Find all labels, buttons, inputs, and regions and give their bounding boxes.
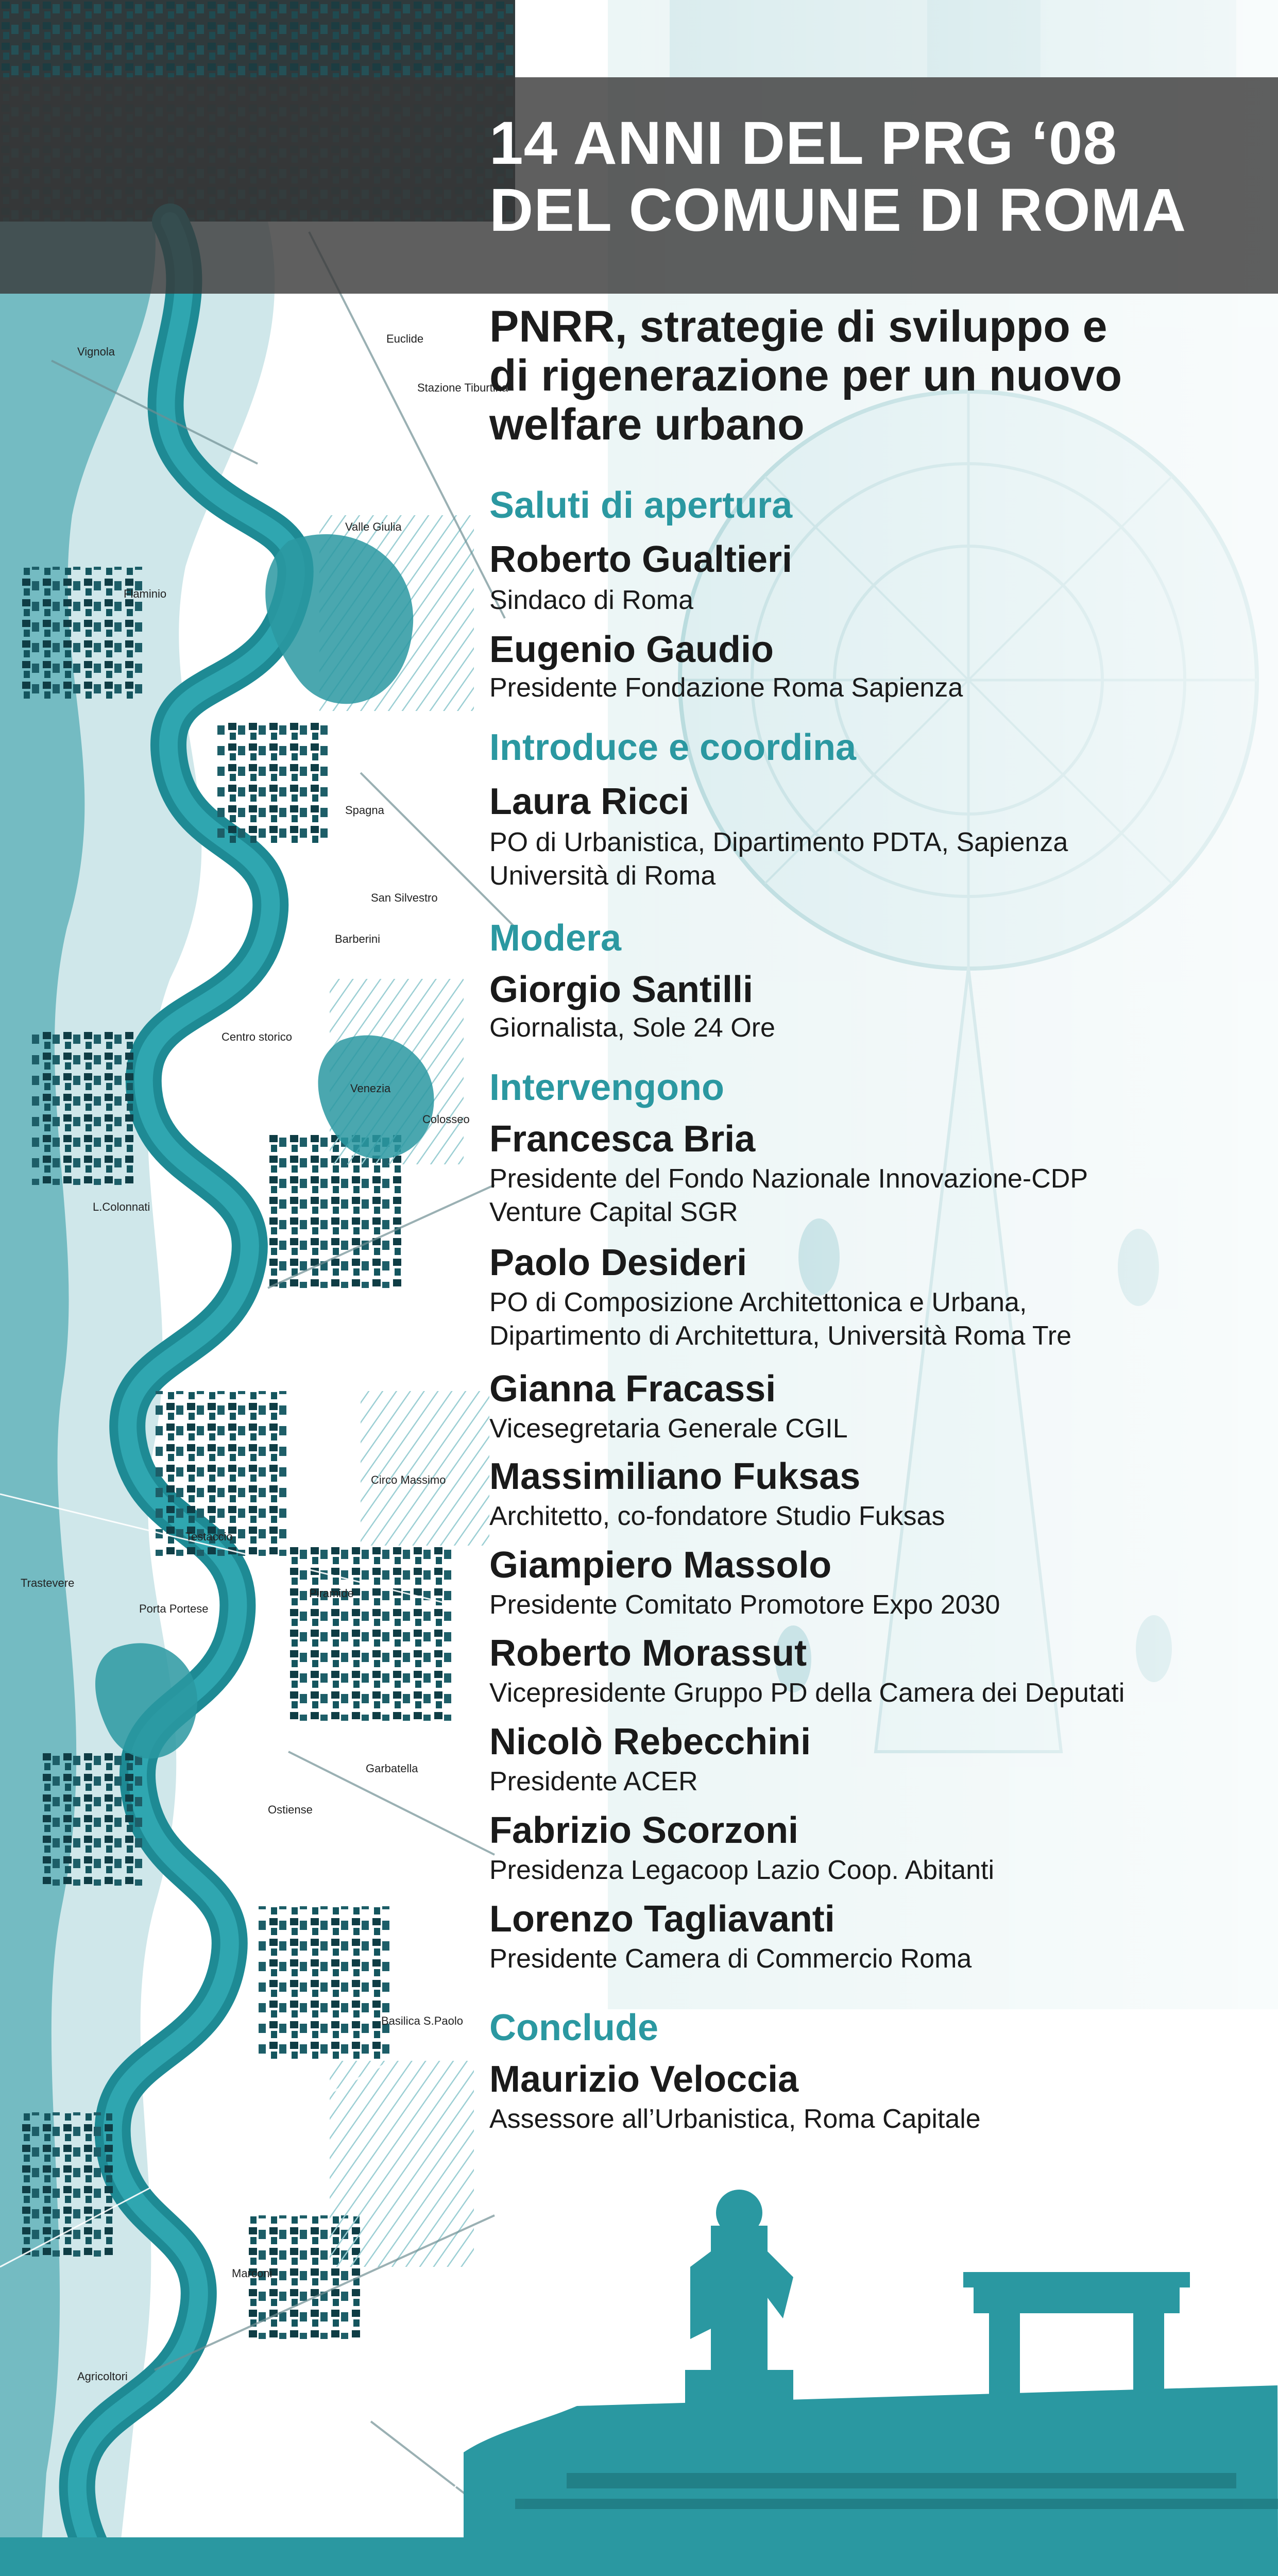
speaker-role: Presidenza Legacoop Lazio Coop. Abitanti xyxy=(489,1855,995,1885)
section-heading-intervengono: Intervengono xyxy=(489,1067,725,1108)
speaker-name: Massimiliano Fuksas xyxy=(489,1456,861,1497)
map-label: San Silvestro xyxy=(371,891,438,904)
speaker-name: Roberto Morassut xyxy=(489,1633,807,1674)
speaker-role: Presidente ACER xyxy=(489,1767,698,1797)
section-heading-saluti: Saluti di apertura xyxy=(489,485,793,526)
speaker-name: Laura Ricci xyxy=(489,781,690,822)
map-label: Vignola xyxy=(77,345,115,358)
speaker-name: Nicolò Rebecchini xyxy=(489,1721,811,1762)
speaker-role: Presidente Fondazione Roma Sapienza xyxy=(489,673,963,703)
map-label: Ostiense xyxy=(268,1803,313,1816)
map-label: Agricoltori xyxy=(77,2370,128,2383)
map-label: Euclide xyxy=(386,332,424,345)
subtitle-line-2: di rigenerazione per un nuovo xyxy=(489,351,1122,400)
speaker-name: Francesca Bria xyxy=(489,1118,756,1160)
map-label: Centro storico xyxy=(221,1030,292,1043)
speaker-role: Dipartimento di Architettura, Università Roma Tre xyxy=(489,1321,1071,1351)
map-label: Testaccio xyxy=(185,1530,233,1543)
speaker-role: Giornalista, Sole 24 Ore xyxy=(489,1013,775,1043)
speaker-name: Paolo Desideri xyxy=(489,1242,747,1283)
speaker-name: Giampiero Massolo xyxy=(489,1545,832,1586)
map-label: Valle Giulia xyxy=(345,520,402,533)
event-title-line-1: 14 ANNI DEL PRG ‘08 xyxy=(489,109,1118,177)
map-label: Porta Portese xyxy=(139,1602,209,1615)
speaker-role: Architetto, co-fondatore Studio Fuksas xyxy=(489,1501,945,1531)
map-label: Piramide xyxy=(309,1587,354,1600)
map-label: Colosseo xyxy=(422,1113,470,1126)
map-label: Trastevere xyxy=(21,1577,75,1589)
map-label: Flaminio xyxy=(124,587,167,600)
speaker-name: Maurizio Veloccia xyxy=(489,2059,799,2100)
map-label: Garbatella xyxy=(366,1762,418,1775)
map-label: Venezia xyxy=(350,1082,391,1095)
subtitle-line-3: welfare urbano xyxy=(489,400,805,449)
speaker-role: Vicepresidente Gruppo PD della Camera dei Deputati xyxy=(489,1678,1125,1708)
speaker-role: Presidente Camera di Commercio Roma xyxy=(489,1944,972,1974)
speaker-role: Assessore all’Urbanistica, Roma Capitale xyxy=(489,2104,981,2134)
section-heading-conclude: Conclude xyxy=(489,2007,659,2048)
speaker-role: Sindaco di Roma xyxy=(489,585,693,615)
speaker-role: PO di Composizione Architettonica e Urbana, xyxy=(489,1287,1027,1317)
speaker-role: Presidente del Fondo Nazionale Innovazione-CDP xyxy=(489,1164,1088,1194)
speaker-role: Vicesegretaria Generale CGIL xyxy=(489,1414,848,1444)
speaker-name: Lorenzo Tagliavanti xyxy=(489,1899,835,1940)
map-label: Basilica S.Paolo xyxy=(381,2014,463,2027)
campidoglio-silhouette xyxy=(0,2164,1278,2550)
map-label: Stazione Tiburtina xyxy=(417,381,508,394)
speaker-role: Università di Roma xyxy=(489,861,716,891)
event-title-line-2: DEL COMUNE DI ROMA xyxy=(489,176,1187,244)
section-heading-introduce: Introduce e coordina xyxy=(489,727,857,768)
speaker-name: Roberto Gualtieri xyxy=(489,539,793,580)
map-label: Circo Massimo xyxy=(371,1473,446,1486)
subtitle-line-1: PNRR, strategie di sviluppo e xyxy=(489,302,1107,351)
speaker-name: Giorgio Santilli xyxy=(489,969,754,1010)
map-label: Spagna xyxy=(345,804,384,817)
speaker-role: PO di Urbanistica, Dipartimento PDTA, Sapienza xyxy=(489,827,1068,857)
section-heading-modera: Modera xyxy=(489,918,622,959)
map-label: Marconi xyxy=(232,2267,272,2280)
speaker-role: Presidente Comitato Promotore Expo 2030 xyxy=(489,1590,1000,1620)
speaker-name: Fabrizio Scorzoni xyxy=(489,1810,799,1851)
map-label: Barberini xyxy=(335,933,381,945)
map-label: L.Colonnati xyxy=(93,1200,150,1213)
speaker-name: Eugenio Gaudio xyxy=(489,629,774,670)
speaker-name: Gianna Fracassi xyxy=(489,1368,776,1410)
speaker-role: Venture Capital SGR xyxy=(489,1197,738,1227)
